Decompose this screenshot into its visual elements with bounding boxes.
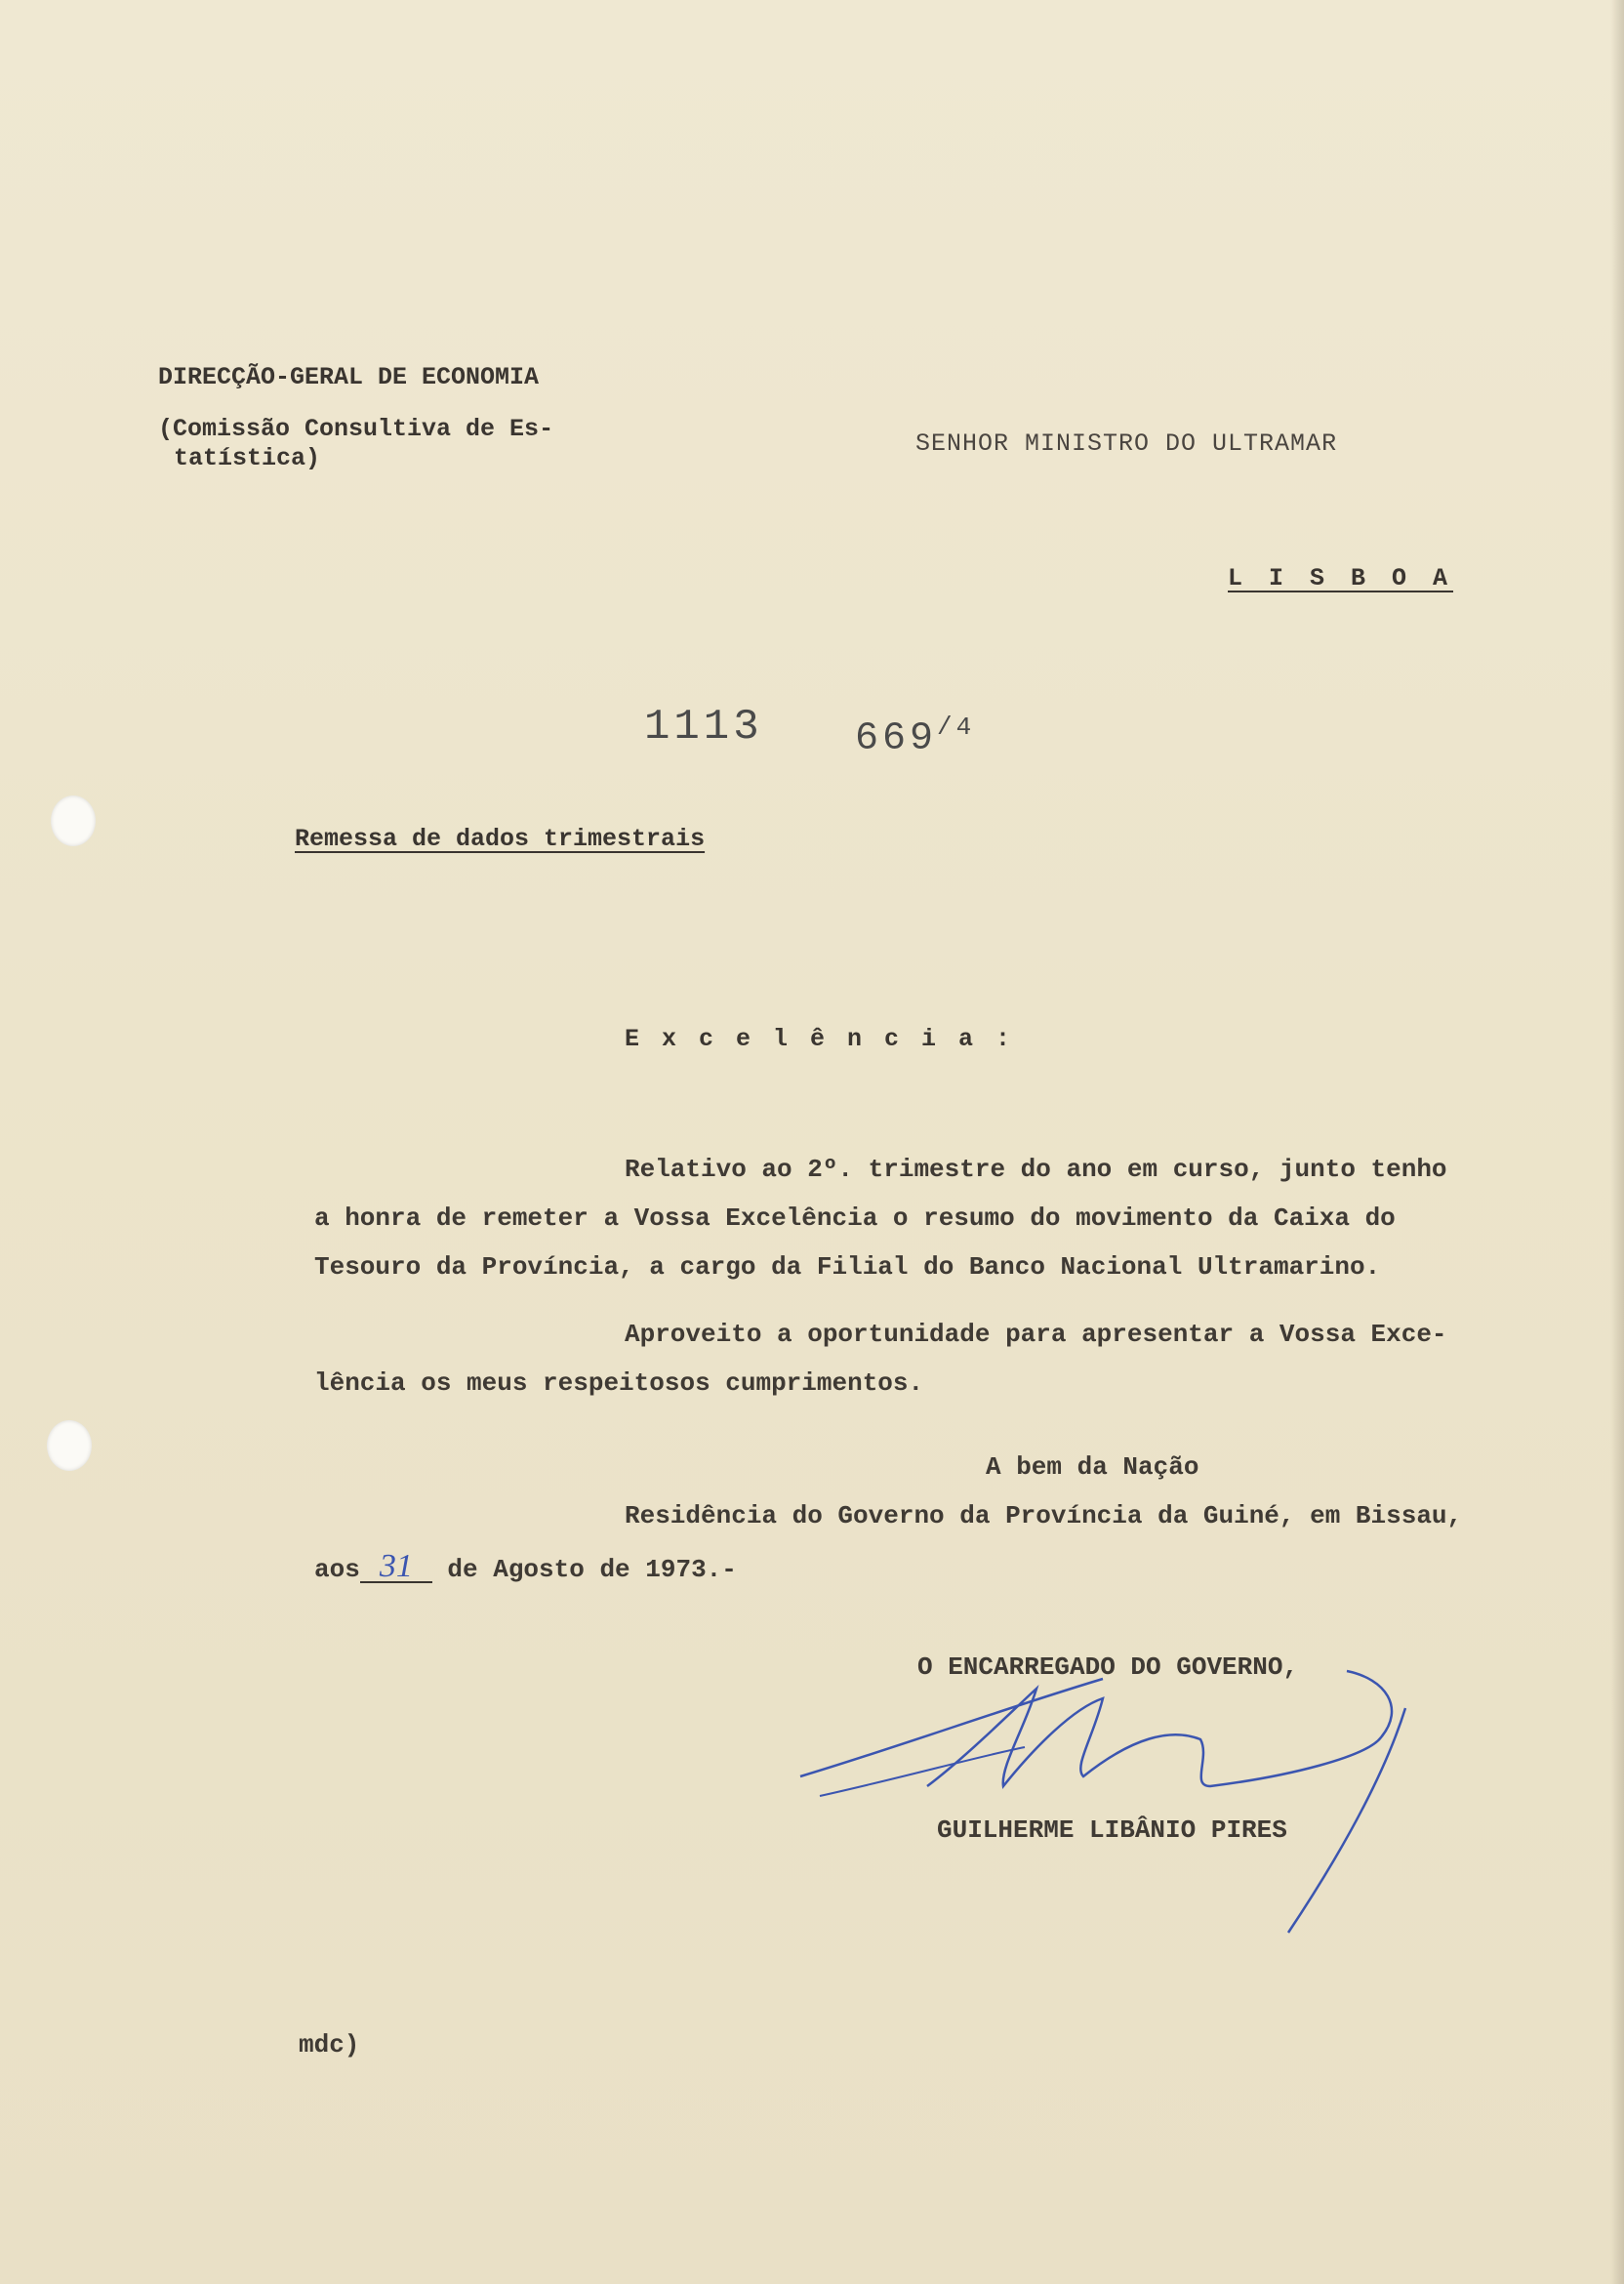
date-suffix: de Agosto de 1973.- — [447, 1555, 737, 1584]
org-line-2: (Comissão Consultiva de Es- — [158, 415, 554, 443]
org-line-3: tatística) — [174, 444, 321, 472]
body-p2-line2: lência os meus respeitosos cumprimentos. — [314, 1368, 924, 1398]
closing-date-line — [314, 1548, 737, 1584]
signatory-name: GUILHERME LIBÂNIO PIRES — [937, 1815, 1287, 1845]
addressee-city: L I S B O A — [1228, 564, 1454, 592]
salutation: E x c e l ê n c i a : — [625, 1025, 1015, 1053]
date-prefix: aos — [314, 1555, 360, 1584]
body-p1-line2: a honra de remeter a Vossa Excelência o resumo do movimento da Caixa do — [314, 1203, 1396, 1233]
date-day-handwritten: 31 — [360, 1552, 432, 1583]
subject-line: Remessa de dados trimestrais — [295, 825, 706, 853]
handwritten-signature — [781, 1650, 1483, 1942]
reference-number-suffix: /4 — [937, 713, 976, 742]
punch-hole-lower — [47, 1420, 92, 1471]
signatory-title: O ENCARREGADO DO GOVERNO, — [917, 1652, 1299, 1682]
page-edge-shadow — [1610, 0, 1624, 2284]
reference-stamp-number: 1113 — [644, 703, 763, 752]
punch-hole-upper — [51, 795, 96, 846]
closing-motto: A bem da Nação — [986, 1452, 1199, 1482]
body-p2-line1: Aproveito a oportunidade para apresentar a Vossa Exce- — [625, 1320, 1447, 1349]
body-p1-line3: Tesouro da Província, a cargo da Filial do Banco Nacional Ultramarino. — [314, 1252, 1381, 1282]
closing-place-line: Residência do Governo da Província da Guiné, em Bissau, — [625, 1501, 1463, 1530]
reference-number-main: 669 — [855, 716, 938, 761]
body-p1-line1: Relativo ao 2º. trimestre do ano em curso, junto tenho — [625, 1155, 1447, 1184]
org-line-1: DIRECÇÃO-GERAL DE ECONOMIA — [158, 363, 540, 391]
typist-initials: mdc) — [299, 2030, 360, 2060]
reference-handwritten-number — [855, 713, 975, 760]
addressee: SENHOR MINISTRO DO ULTRAMAR — [915, 429, 1338, 458]
